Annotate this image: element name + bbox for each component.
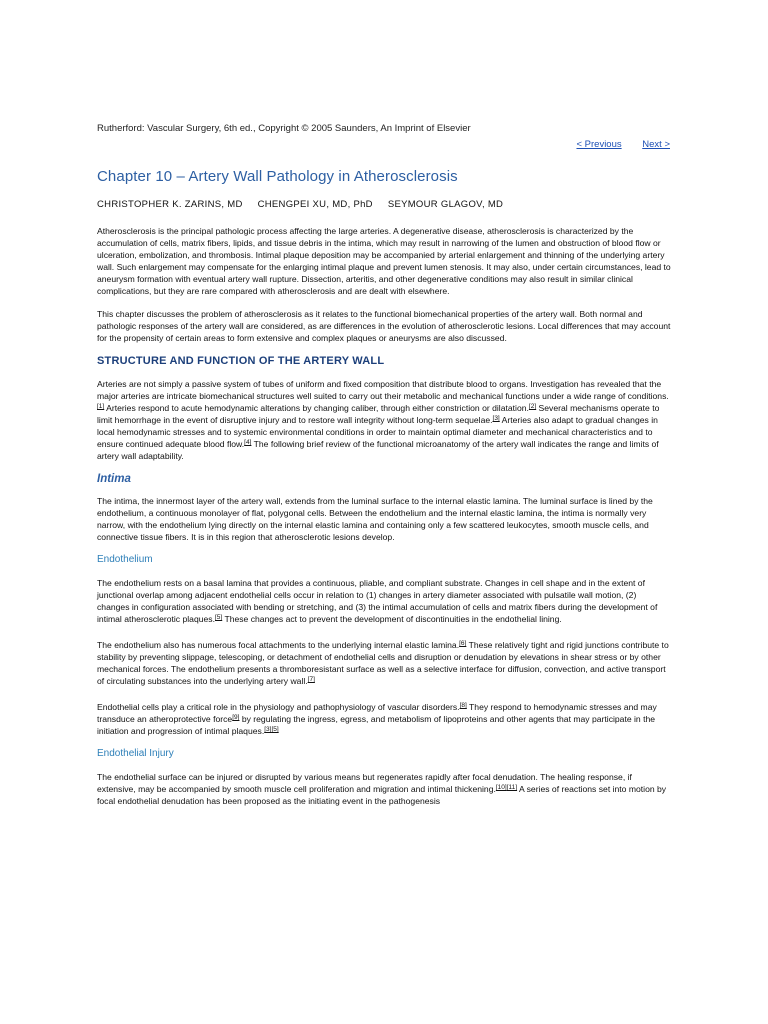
source-citation: Rutherford: Vascular Surgery, 6th ed., Copyright © 2005 Saunders, An Imprint of Elsevier (97, 123, 471, 134)
subheading-endothelium: Endothelium (97, 554, 153, 565)
author-list (97, 199, 671, 210)
author: CHENGPEI XU, MD, PhD (257, 199, 373, 210)
injury-paragraph: The endothelial surface can be injured or disrupted by various means but regenerates rapidly after focal denudation. The healing response, if extensive, may be accompanied by smooth muscle cell proliferation and migration and intimal thickening.[10][11] A series of reactions set into motion by focal endothelial denudation has been proposed as the initiating event in the pathogenesis (97, 772, 667, 806)
reference-link[interactable]: [7] (307, 676, 315, 683)
intro-paragraph: Atherosclerosis is the principal pathologic process affecting the large arteries. A degenerative disease, atherosclerosis is characterized by the accumulation of cells, matrix fibers, lipids, and tissue debris in the intima, which may result in narrowing of the lumen and obstruction of blood flow or ulceration, embolization, and thrombosis. Intimal plaque deposition may be accompanied by arterial enlargement and thinning of the underlying artery wall. Such enlargement may compensate for the enlarging intimal plaque and prevent lumen stenosis. It may also, under certain circumstances, lead to aneurysm formation with eventual artery wall rupture. Dissection, arteritis, and other degenerative conditions may also result in similar clinical complications, but they are rare compared with atherosclerosis and are dealt with elsewhere. (97, 226, 671, 296)
reference-link[interactable]: [5] (214, 614, 223, 621)
next-link[interactable]: Next > (642, 139, 670, 150)
subheading-endothelial-injury: Endothelial Injury (97, 748, 174, 759)
reference-link[interactable]: [3] (264, 726, 272, 733)
reference-link[interactable]: [1] (97, 403, 105, 410)
intro-paragraph: This chapter discusses the problem of atherosclerosis as it relates to the functional biomechanical properties of the artery wall. Both normal and pathologic responses of the artery wall are considered, as are differences in the evolution of atherosclerotic lesions. Local differences that may account for the propensity of certain areas to form extensive and complex plaques or aneurysms are also discussed. (97, 309, 671, 343)
author: SEYMOUR GLAGOV, MD (387, 199, 504, 210)
article-content (97, 168, 671, 818)
author: CHRISTOPHER K. ZARINS, MD (97, 199, 243, 210)
reference-link[interactable]: [11] (506, 784, 518, 791)
reference-link[interactable]: [5] (271, 726, 279, 733)
reference-link[interactable]: [6] (459, 640, 467, 647)
subsection-heading-intima: Intima (97, 473, 131, 485)
reference-link[interactable]: [3] (492, 415, 500, 422)
structure-paragraph: Arteries are not simply a passive system of tubes of uniform and fixed composition that distribute blood to organs. Investigation has revealed that the major arteries are intricate biomechanical structures well suited to carry out their metabolic and mechanical functions under a wide range of conditions.[1] Arteries respond to acute hemodynamic alterations by changing caliber, through either constriction or dilatation.[2] Several mechanisms operate to limit hemorrhage in the event of disruptive injury and to restore wall integrity without long-term sequelae.[3] Arteries also adapt to gradual changes in local hemodynamic stresses and to systemic environmental conditions in order to maintain optimal diameter and mechanical characteristics and to ensure continued adequate blood flow.[4] The following brief review of the functional microanatomy of the artery wall indicates the range and limits of artery wall adaptability. (97, 379, 669, 461)
reference-link[interactable]: [2] (528, 403, 537, 410)
page-navigation (558, 139, 670, 150)
endothelium-paragraph: The endothelium also has numerous focal attachments to the underlying internal elastic lamina.[6] These relatively tight and rigid junctions contribute to stability by preventing slippage, telescoping, or detachment of endothelial cells and disruption or denudation by elevations in shear stress or by other mechanical forces. The endothelium presents a thromboresistant surface as well as a selective interface for diffusion, convection, and active transport of circulating substances into the underlying artery wall.[7] (97, 640, 669, 686)
reference-link[interactable]: [9] (232, 714, 240, 721)
chapter-title: Chapter 10 – Artery Wall Pathology in Atherosclerosis (97, 168, 458, 185)
endothelium-paragraph: Endothelial cells play a critical role in the physiology and pathophysiology of vascular disorders.[8] They respond to hemodynamic stresses and may transduce an atheroprotective force[9] by regulating the ingress, egress, and metabolism of lipoproteins and other agents that may participate in the initiation and progression of intimal plaques.[3][5] (97, 702, 657, 736)
reference-link[interactable]: [10] (495, 784, 507, 791)
previous-link[interactable]: < Previous (576, 139, 622, 150)
section-heading: STRUCTURE AND FUNCTION OF THE ARTERY WALL (97, 355, 385, 367)
reference-link[interactable]: [8] (459, 702, 467, 709)
endothelium-paragraph: The endothelium rests on a basal lamina that provides a continuous, pliable, and compliant substrate. Changes in cell shape and in the extent of junctional overlap among adjacent endothelial cells occur in relation to (1) changes in artery diameter associated with pulsatile wall motion, (2) changes in configuration associated with bending or stretching, and (3) the intimal accumulation of cells and matrix fibers during the development of intimal atherosclerotic plaques.[5] These changes act to prevent the development of discontinuities in the endothelial lining. (97, 578, 658, 624)
intima-paragraph: The intima, the innermost layer of the artery wall, extends from the luminal surface to the internal elastic lamina. The luminal surface is lined by the endothelium, a continuous monolayer of flat, polygonal cells. Between the endothelium and the internal elastic lamina, the intima is normally very narrow, with the endothelium lying directly on the internal elastic lamina and containing only a few scattered leukocytes, smooth muscle cells, and connective tissue fibers. It is in this region that atherosclerotic lesions develop. (97, 496, 653, 542)
reference-link[interactable]: [4] (244, 439, 252, 446)
